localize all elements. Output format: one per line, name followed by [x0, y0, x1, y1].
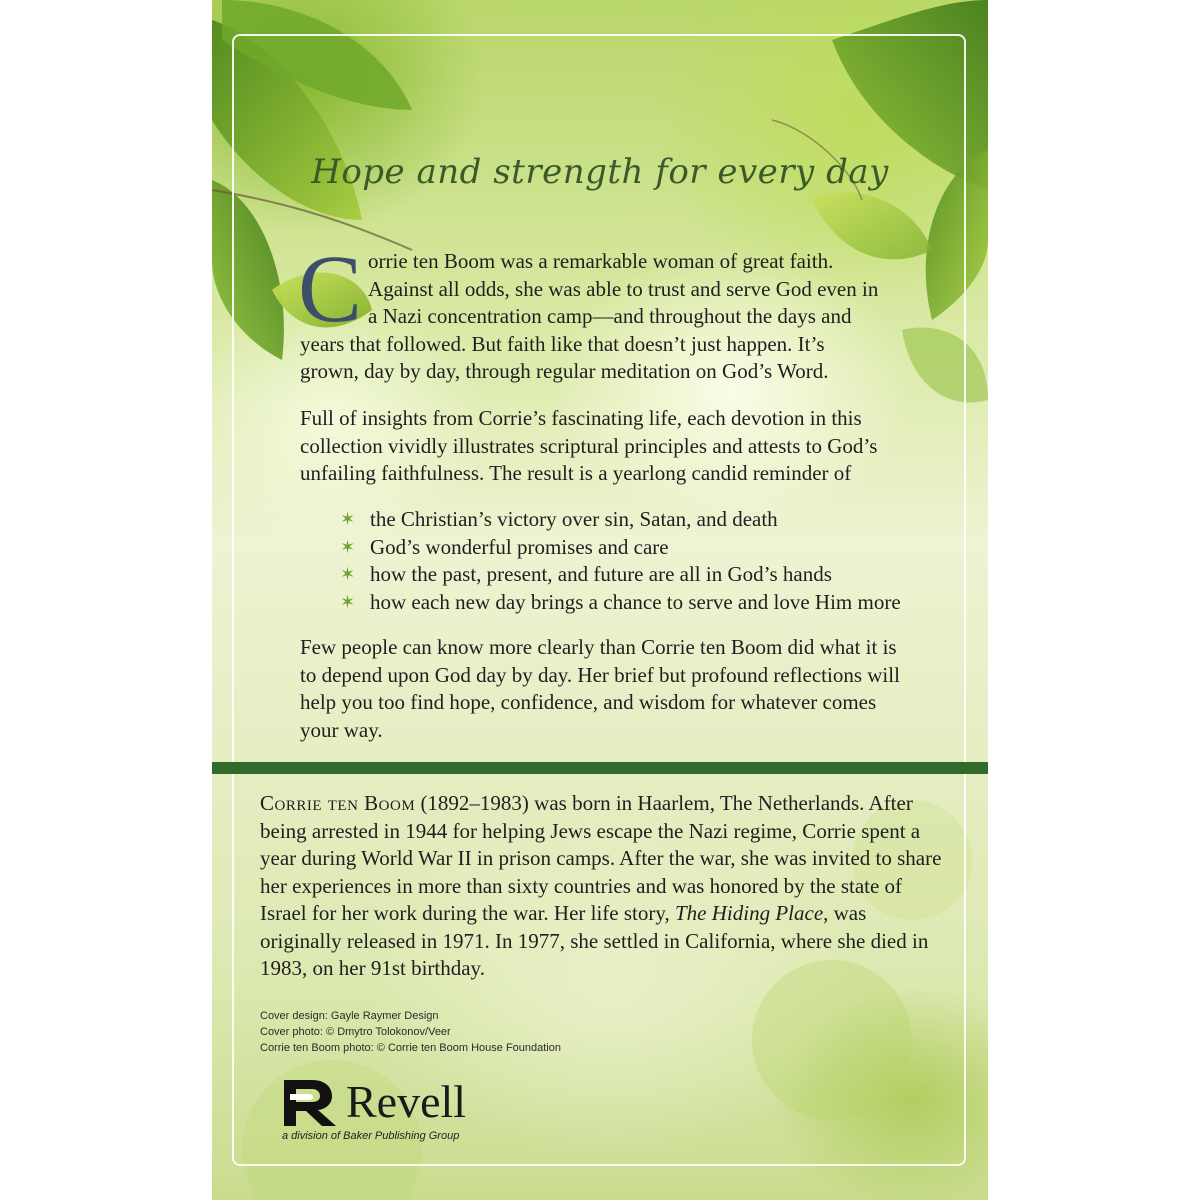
revell-logo-icon — [282, 1076, 338, 1128]
star-bullet-icon: ✶ — [340, 591, 356, 613]
book-title: The Hiding Place — [675, 901, 824, 925]
description-paragraph: Full of insights from Corrie’s fascinating life, each devotion in this collection vividly illustrates scriptural principles and attests to God’s unfailing faithfulness. The result is a yearlong candid reminder of — [300, 406, 878, 485]
credit-line: Cover design: Gayle Raymer Design — [260, 1010, 439, 1022]
author-bio — [260, 790, 950, 983]
star-bullet-icon: ✶ — [340, 536, 356, 558]
credits — [260, 1008, 760, 1056]
bullet-text: the Christian’s victory over sin, Satan, and death — [370, 507, 778, 531]
list-item — [340, 534, 920, 562]
bullet-text: God’s wonderful promises and care — [370, 534, 669, 559]
headline: Hope and strength for every day — [311, 152, 889, 192]
star-bullet-icon: ✶ — [340, 564, 356, 585]
closing-paragraph: Few people can know more clearly than Corrie ten Boom did what it is to depend upon God day by day. Her brief but profound reflections will help you too find hope, confidence, and wisdom for whatever comes your way. — [300, 635, 900, 742]
bio-text-1: (1892–1983) was born in Haarlem, The Netherlands. After being arrested in 1944 for helping Jews escape the Nazi regime, Corrie spent a year during World War II in prison camps. After the war, she was invited to share her experiences in more than sixty countries and was honored by the state of Israel for her work during the war. Her life story, — [260, 791, 942, 925]
drop-cap: C — [298, 235, 363, 342]
credit-line: Corrie ten Boom photo: © Corrie ten Boom House Foundation — [260, 1042, 561, 1054]
author-name: Corrie ten Boom — [260, 791, 416, 815]
publisher-tagline: a division of Baker Publishing Group — [282, 1130, 460, 1142]
bullet-list — [340, 506, 920, 616]
back-cover — [212, 0, 988, 1200]
bullet-text: how the past, present, and future are all in God’s hands — [370, 562, 832, 586]
intro-text: orrie ten Boom was a remarkable woman of great faith. Against all odds, she was able to trust and serve God even in a Nazi concentration camp—and throughout the days and years that followed. But faith like that doesn’t just happen. It’s grown, day by day, through regular meditation on God’s Word. — [300, 249, 879, 383]
publisher-name: Revell — [346, 1076, 467, 1127]
list-item — [340, 561, 920, 589]
intro-paragraph — [298, 235, 880, 386]
star-bullet-icon: ✶ — [340, 509, 356, 530]
divider-band — [212, 762, 988, 774]
bio-text-2: , was originally released in 1971. In 1977, she settled in California, where she died in 1983, on her 91st birthday. — [260, 901, 929, 980]
list-item — [340, 589, 920, 617]
credit-line: Cover photo: © Dmytro Tolokonov/Veer — [260, 1026, 451, 1038]
list-item — [340, 506, 920, 534]
bullet-text: how each new day brings a chance to serve and love Him more — [370, 589, 901, 614]
